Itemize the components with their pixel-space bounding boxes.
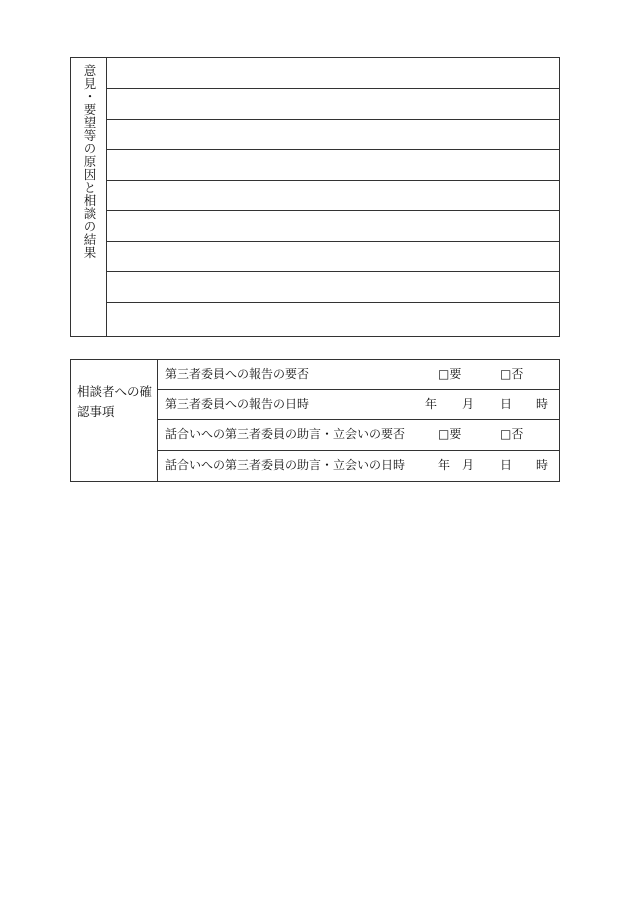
report-datetime-row <box>158 390 559 420</box>
report-necessity-row <box>158 360 559 390</box>
confirmation-table <box>70 359 560 482</box>
day-unit: 日 <box>500 458 513 472</box>
confirmation-rows <box>158 360 559 481</box>
year-unit: 年 <box>425 397 438 411</box>
blank-entry-row[interactable] <box>107 149 559 181</box>
hour-unit: 時 <box>536 458 549 472</box>
blank-entry-row[interactable] <box>107 210 559 242</box>
blank-entry-row[interactable] <box>107 302 559 336</box>
row-question: 第三者委員への報告の要否 <box>165 367 310 381</box>
checkbox-yes[interactable]: □要 <box>438 367 462 381</box>
checkbox-no[interactable]: □否 <box>500 367 524 381</box>
month-unit: 月 <box>462 458 475 472</box>
blank-entry-row[interactable] <box>107 241 559 272</box>
advice-necessity-row <box>158 420 559 451</box>
row-question: 話合いへの第三者委員の助言・立会いの日時 <box>165 458 406 472</box>
blank-entry-row[interactable] <box>107 58 559 89</box>
cause-result-rows <box>107 58 559 336</box>
confirmation-label: 相談者への確認事項 <box>77 384 153 419</box>
row-question: 話合いへの第三者委員の助言・立会いの要否 <box>165 427 406 441</box>
day-unit: 日 <box>500 397 513 411</box>
year-unit: 年 <box>438 458 451 472</box>
blank-entry-row[interactable] <box>107 88 559 120</box>
row-question: 第三者委員への報告の日時 <box>165 397 310 411</box>
confirmation-label-cell <box>71 360 158 481</box>
cause-and-result-table <box>70 57 560 337</box>
hour-unit: 時 <box>536 397 549 411</box>
cause-result-label-cell <box>71 58 107 336</box>
blank-entry-row[interactable] <box>107 180 559 211</box>
checkbox-no[interactable]: □否 <box>500 427 524 441</box>
blank-entry-row[interactable] <box>107 119 559 150</box>
cause-result-label: 意見・要望等の原因と相談の結果 <box>82 64 97 259</box>
checkbox-yes[interactable]: □要 <box>438 427 462 441</box>
month-unit: 月 <box>462 397 475 411</box>
advice-datetime-row <box>158 451 559 482</box>
blank-entry-row[interactable] <box>107 271 559 303</box>
